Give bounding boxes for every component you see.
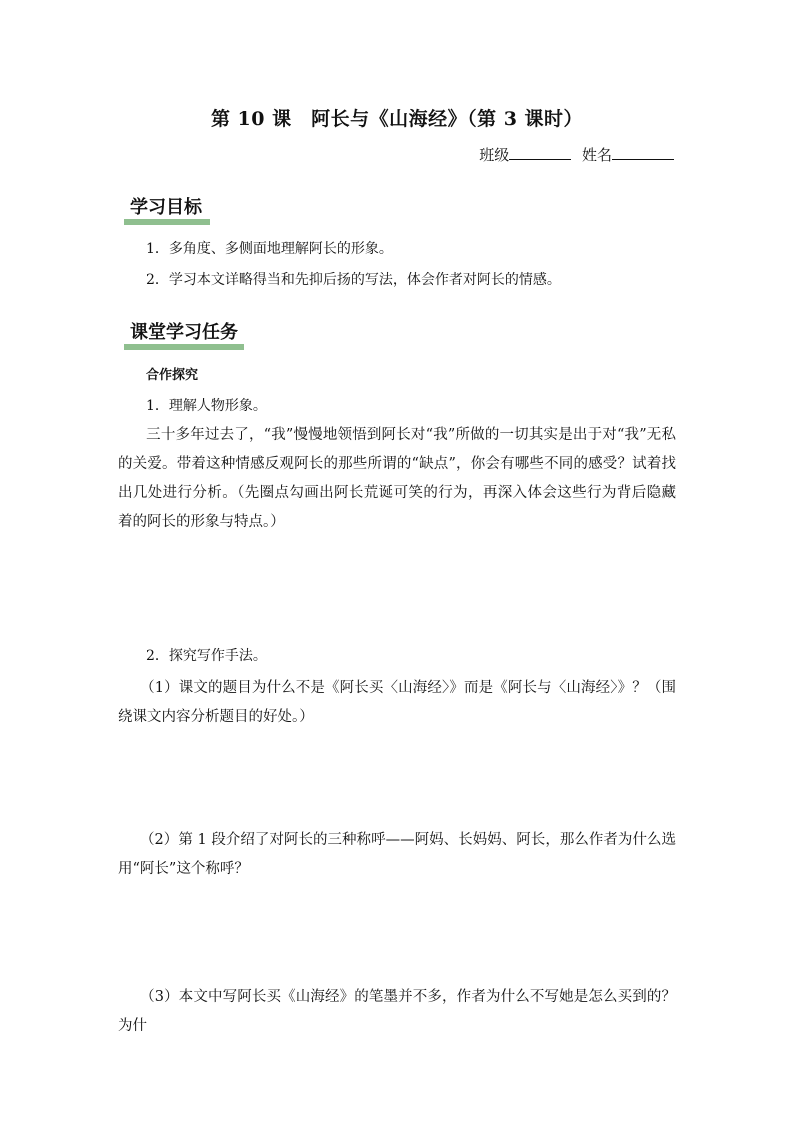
question-1-text: （1）课文的题目为什么不是《阿长买〈山海经〉》而是《阿长与〈山海经〉》？（围绕课文内容分析题目的好处。）: [118, 680, 676, 725]
class-blank[interactable]: [509, 145, 571, 160]
question-3-text: （3）本文中写阿长买《山海经》的笔墨并不多，作者为什么不写她是怎么买到的？为什: [118, 989, 676, 1034]
task2-title: 2．探究写作手法。: [146, 648, 267, 664]
objective-item: 1．多角度、多侧面地理解阿长的形象。: [146, 241, 393, 257]
name-class-fields: [479, 144, 674, 165]
question-1: [118, 674, 676, 732]
heading-underline: [124, 219, 210, 225]
task1-body-text: 三十多年过去了，“我”慢慢地领悟到阿长对“我”所做的一切其实是出于对“我”无私的关爱。带着这种情感反观阿长的那些所谓的“缺点”，你会有哪些不同的感受？试着找出几处进行分析。（先圈点勾画出阿长荒诞可笑的行为，再深入体会这些行为背后隐藏着的阿长的形象与特点。）: [118, 427, 676, 530]
subheading-cooperative: 合作探究: [146, 368, 199, 383]
name-label: 姓名: [581, 146, 612, 164]
objective-item: 2．学习本文详略得当和先抑后扬的写法，体会作者对阿长的情感。: [146, 272, 561, 288]
question-2: [118, 826, 676, 884]
question-3: [118, 983, 676, 1041]
task1-body: [118, 421, 676, 537]
tasks-heading-label: 课堂学习任务: [130, 322, 238, 343]
heading-underline: [124, 344, 244, 350]
objectives-heading-label: 学习目标: [130, 197, 202, 218]
page-title: 第 10 课 阿长与《山海经》（第 3 课时）: [210, 108, 584, 130]
tasks-heading: [124, 318, 258, 344]
question-2-text: （2）第 1 段介绍了对阿长的三种称呼——阿妈、长妈妈、阿长，那么作者为什么选用“阿长”这个称呼？: [118, 832, 676, 877]
task1-title: 1．理解人物形象。: [146, 398, 267, 414]
name-blank[interactable]: [612, 145, 674, 160]
objectives-heading: [124, 193, 258, 219]
class-label: 班级: [479, 146, 510, 164]
